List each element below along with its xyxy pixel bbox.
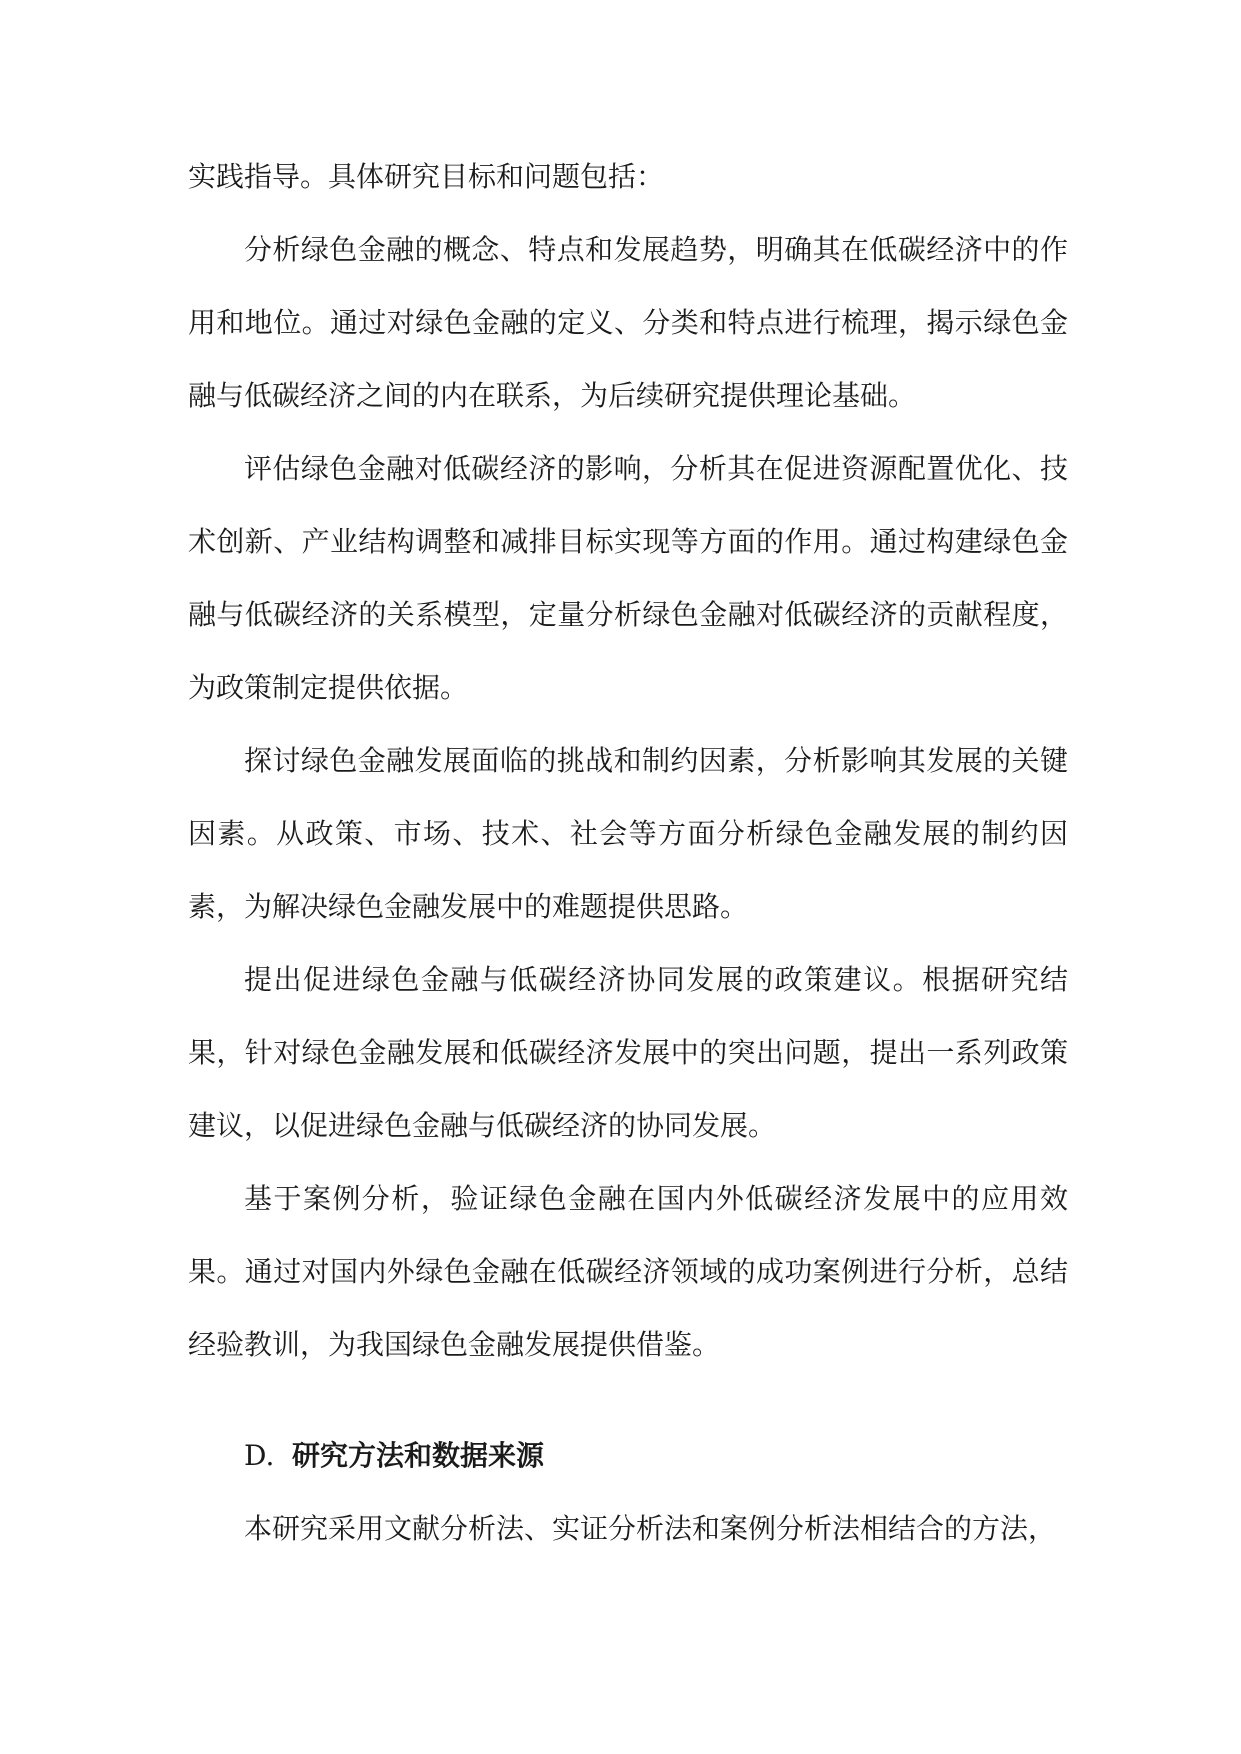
- paragraph-continuation: 实践指导。具体研究目标和问题包括：: [188, 160, 665, 193]
- paragraph-goal-1: 分析绿色金融的概念、特点和发展趋势，明确其在低碳经济中的作用和地位。通过对绿色金融的定义、分类和特点进行梳理，揭示绿色金融与低碳经济之间的内在联系，为后续研究提供理论基础。: [188, 233, 1068, 412]
- paragraph-goal-3: 探讨绿色金融发展面临的挑战和制约因素，分析影响其发展的关键因素。从政策、市场、技术、社会等方面分析绿色金融发展的制约因素，为解决绿色金融发展中的难题提供思路。: [188, 744, 1068, 923]
- paragraph-goal-4: 提出促进绿色金融与低碳经济协同发展的政策建议。根据研究结果，针对绿色金融发展和低碳经济发展中的突出问题，提出一系列政策建议，以促进绿色金融与低碳经济的协同发展。: [188, 963, 1068, 1142]
- document-page: [188, 140, 1068, 1565]
- section-title: 研究方法和数据来源: [292, 1439, 545, 1472]
- section-marker: D.: [244, 1439, 275, 1472]
- section-heading: [188, 1419, 1068, 1492]
- paragraph-methods: 本研究采用文献分析法、实证分析法和案例分析法相结合的方法，: [244, 1512, 1057, 1545]
- paragraph-goal-2: 评估绿色金融对低碳经济的影响，分析其在促进资源配置优化、技术创新、产业结构调整和减排目标实现等方面的作用。通过构建绿色金融与低碳经济的关系模型，定量分析绿色金融对低碳经济的贡献程度，为政策制定提供依据。: [188, 452, 1068, 704]
- paragraph-goal-5: 基于案例分析，验证绿色金融在国内外低碳经济发展中的应用效果。通过对国内外绿色金融在低碳经济领域的成功案例进行分析，总结经验教训，为我国绿色金融发展提供借鉴。: [188, 1182, 1068, 1361]
